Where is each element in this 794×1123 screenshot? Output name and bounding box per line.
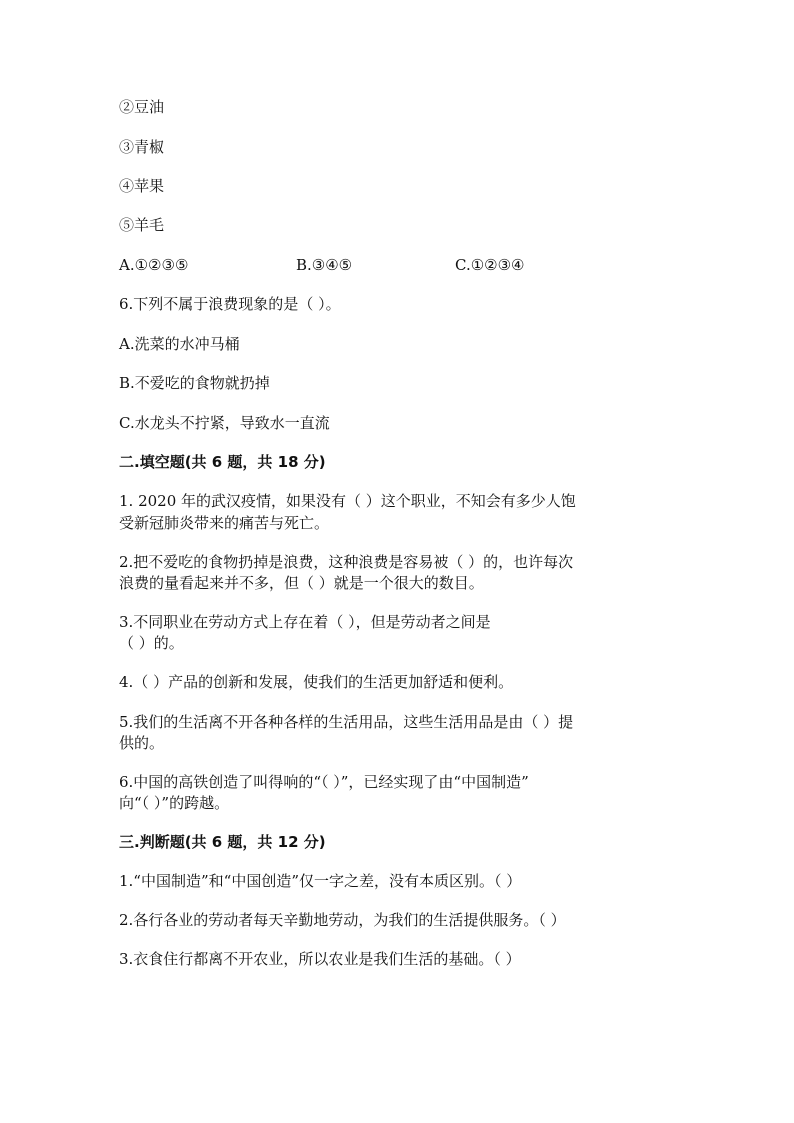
judge-q1: 1.“中国制造”和“中国创造”仅一字之差，没有本质区别。（ ） — [119, 872, 522, 890]
fill-q2-line2: 浪费的量看起来并不多，但（ ）就是一个很大的数目。 — [119, 574, 484, 592]
fill-q6-line1: 6.中国的高铁创造了叫得响的“（ ）”，已经实现了由“中国制造” — [119, 773, 529, 791]
fill-q6-line2: 向“（ ）”的跨越。 — [119, 794, 230, 812]
choice-c: C.①②③④ — [455, 256, 525, 274]
option-line-5: ⑤羊毛 — [119, 216, 165, 234]
fill-q5-line1: 5.我们的生活离不开各种各样的生活用品，这些生活用品是由（ ）提 — [119, 713, 574, 731]
fill-q3-line2: （ ）的。 — [119, 634, 184, 652]
question-6-option-c: C.水龙头不拧紧，导致水一直流 — [119, 414, 330, 432]
section-2-heading: 二.填空题(共 6 题，共 18 分) — [119, 453, 326, 471]
judge-q3: 3.衣食住行都离不开农业，所以农业是我们生活的基础。（ ） — [119, 950, 521, 968]
option-line-3: ③青椒 — [119, 138, 165, 156]
question-6-option-a: A.洗菜的水冲马桶 — [119, 335, 240, 353]
fill-q4-line1: 4.（ ）产品的创新和发展，使我们的生活更加舒适和便利。 — [119, 673, 514, 691]
choice-a: A.①②③⑤ — [119, 256, 189, 274]
question-6-stem: 6.下列不属于浪费现象的是（ ）。 — [119, 295, 341, 313]
fill-q3-line1: 3.不同职业在劳动方式上存在着（ ），但是劳动者之间是 — [119, 613, 491, 631]
judge-q2: 2.各行各业的劳动者每天辛勤地劳动，为我们的生活提供服务。（ ） — [119, 911, 566, 929]
fill-q1-line2: 受新冠肺炎带来的痛苦与死亡。 — [119, 514, 330, 532]
choice-b: B.③④⑤ — [296, 256, 353, 274]
fill-q2-line1: 2.把不爱吃的食物扔掉是浪费，这种浪费是容易被（ ）的，也许每次 — [119, 553, 574, 571]
fill-q5-line2: 供的。 — [119, 734, 165, 752]
option-line-4: ④苹果 — [119, 177, 165, 195]
section-3-heading: 三.判断题(共 6 题，共 12 分) — [119, 833, 326, 851]
option-line-2: ②豆油 — [119, 98, 165, 116]
question-6-option-b: B.不爱吃的食物就扔掉 — [119, 374, 270, 392]
fill-q1-line1: 1. 2020 年的武汉疫情，如果没有（ ）这个职业，不知会有多少人饱 — [119, 492, 576, 510]
